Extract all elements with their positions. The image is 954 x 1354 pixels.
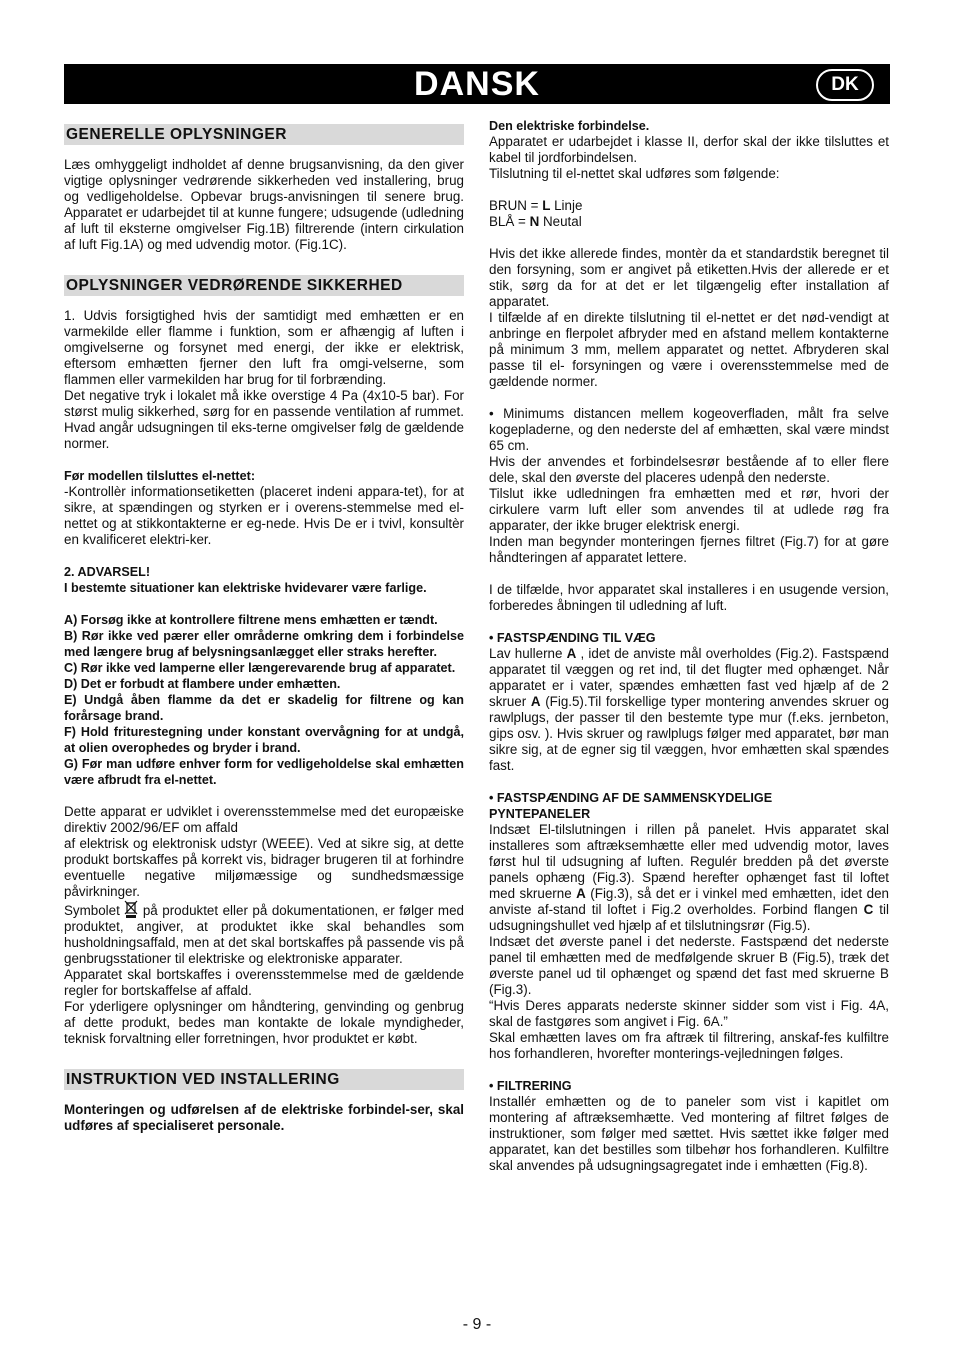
paragraph: Hvis det ikke allerede findes, montèr da et standardstik beregnet til den forsyning, som er angivet på etiketten.Hvis der allerede er et stik, sørg da for at det er let tilgængelig efter installation af apparatet.	[489, 246, 889, 309]
warning-item: B) Rør ikke ved pærer eller områderne omkring dem i forbindelse med længere brug af belysningsanlægget eller straks herefter.	[64, 629, 464, 659]
section-heading-installation: INSTRUKTION VED INSTALLERING	[64, 1069, 464, 1090]
warning-item: D) Det er forbudt at flambere under emhætten.	[64, 677, 341, 691]
section-heading-safety: OPLYSNINGER VEDRØRENDE SIKKERHED	[64, 275, 464, 296]
paragraph: Tilslut ikke udledningen fra emhætten med et rør, hvori der cirkulere varm luft eller som anvendes til at udlede røg fra apparater, der ikke bruger elektrisk energi.	[489, 486, 889, 533]
paragraph: Det negative tryk i lokalet må ikke overstige 4 Pa (4x10-5 bar). For størst mulig sikkerhed, sørg for en passende ventilation af rummet. Hvad angår udsugningen til eks-terne omgivelser følg de gældende normer.	[64, 388, 464, 451]
warning-item: E) Undgå åben flamme da det er skadelig for filtrene og kan forårsage brand.	[64, 693, 464, 723]
warning-text: I bestemte situationer kan elektriske hvidevarer være farlige.	[64, 581, 427, 595]
paragraph: 1. Udvis forsigtighed hvis der samtidigt med emhætten er en varmekilde eller flamme i funktion, som er afhængig af luften i omgivelserne og forsynet med energi, der ikke er elektrisk, eftersom emhætten fjerner den luft fra omgi-velserne, som flammen eller varmekilden har brug for til forbrænding.	[64, 308, 464, 387]
warning-item: F) Hold friturestegning under konstant overvågning for at undgå, at olien overophedes og bryder i brand.	[64, 725, 464, 755]
paragraph: For yderligere oplysninger om håndtering, genvinding og genbrug af dette produkt, bedes man kontakte de lokale myndigheder, teknisk forvaltning eller forretningen, hvor produktet er købt.	[64, 999, 464, 1046]
right-column	[489, 118, 889, 1174]
paragraph: Tilslutning til el-nettet skal udføres som følgende:	[489, 166, 780, 181]
subheading: Den elektriske forbindelse.	[489, 119, 650, 133]
paragraph: -Kontrollèr informationsetiketten (placeret indeni appara-tet), for at sikre, at spændingen og styrken er i overens-stemmelse med el-nettet og at stikkontakterne er eg-nede. Hvis De er i tvivl, konsultèr en kvalificeret elektri-ker.	[64, 484, 464, 547]
paragraph: Installér emhætten og de to paneler som vist i kapitlet om montering af aftræksemhætte. Ved montering af filtret følges de instruktioner, som følger med sættet. Hvis sættet ikke følger med apparatet, kan det bestilles som tilbehør hos forhandleren. Kulfiltre skal anvendes på udsugningsagregatet inde i emhætten (Fig.8).	[489, 1094, 889, 1173]
paragraph: Symbolet på produktet eller på dokumentationen, er følger med produktet, angiver, at produktet ikke skal behandles som husholdningsaffald, men at det skal bortskaffes på passende vis på genbrugsstationer til elektriske og elektroniske apparater.	[64, 900, 464, 967]
banner-title: DANSK	[414, 65, 540, 103]
paragraph: af elektrisk og elektronisk udstyr (WEEE). Ved at sikre sig, at dette produkt bortskaffes på korrekt vis, bidrager brugeren til at forhindre eventuelle negative miljømæssige og sundhedsmæssige påvirkninger.	[64, 836, 464, 899]
paragraph: “Hvis Deres apparats nederste skinner sidder som vist i Fig. 4A, skal de fastgøres som angivet i Fig. 6A.”	[489, 998, 889, 1029]
warning-item: G) Før man udføre enhver form for vedligeholdelse skal emhætten være afbrudt fra el-nettet.	[64, 757, 464, 787]
paragraph: Indsæt El-tilslutningen i rillen på panelet. Hvis apparatet skal installeres som aftræksemhætte eller med udvendig motor, laves først hul til udsugning af luften. Regulér bredden på det øverste panels ophæng (Fig.3). Spænd herefter ophænget fast til loftet med skruerne A (Fig.3), så det er i vinkel med emhætten, idet den anviste af-stand til loftet i Fig.2 overholdes. Forbind flangen C til udsugningshullet ved hjælp af et tilslutningsrør (Fig.5).	[489, 822, 889, 933]
paragraph: Lav hullerne A , idet de anviste mål overholdes (Fig.2). Fastspænd apparatet til væggen og ret ind, til det flugter med ophænget. Når apparatet er i vater, spændes emhætten fast ved hjælp af de 2 skruer A (Fig.5).Til forskellige typer montering anvendes skruer og rawlplugs, der passer til den bestemte type mur (f.eks. jernbeton, gips osv. ). Hvis skruer og rawlplugs følger med apparatet, bør man sikre sig, at de egner sig til væggen, hvor emhætten skal spændes fast.	[489, 646, 889, 773]
crossed-bin-icon	[124, 900, 138, 918]
paragraph: Indsæt det øverste panel i det nederste. Fastspænd det nederste panel til emhætten med de medfølgende skruer B (Fig.5), træk det øverste panel ud til ophænget og spænd det fast med skruerne B (Fig.3).	[489, 934, 889, 997]
warning-item: A) Forsøg ikke at kontrollere filtrene mens emhætten er tændt.	[64, 613, 438, 627]
paragraph: Apparatet skal bortskaffes i overensstemmelse med de gældende regler for bortskaffelse af affald.	[64, 967, 464, 998]
paragraph: Inden man begynder monteringen fjernes filtret (Fig.7) for at gøre håndteringen af apparatet lettere.	[489, 534, 889, 565]
paragraph: I tilfælde af en direkte tilslutning til el-nettet er det nød-vendigt at anbringe en flerpolet afbryder med en afstand mellem kontakterne på minimum 3 mm, mellem apparatet og nettet. Afbryderen skal passe til el- forsyningen og være i overensstemmelse med de gældende normer.	[489, 310, 889, 389]
paragraph: Hvis der anvendes et forbindelsesrør bestående af to eller flere dele, skal den øverste del placeres udenpå den nederste.	[489, 454, 889, 485]
subheading: PYNTEPANELER	[489, 807, 591, 821]
language-badge: DK	[816, 69, 874, 101]
paragraph: I de tilfælde, hvor apparatet skal installeres i en usugende version, forberedes åbningen til udledning af luft.	[489, 582, 889, 613]
paragraph: Læs omhyggeligt indholdet af denne brugsanvisning, da den giver vigtige oplysninger vedrørende sikkerheden ved installering, brug og vedligeholdelse. Opbevar brugs-anvisningen til senere brug. Apparatet er udarbejdet til at kunne fungere; udsugende (udledning af luft til eksterne omgivelser Fig.1B) filtrerende (intern cirkulation af luft Fig.1A) og med udvendig motor. (Fig.1C).	[64, 157, 464, 252]
warning-title: 2. ADVARSEL!	[64, 565, 151, 579]
subheading: • FILTRERING	[489, 1079, 572, 1093]
paragraph: Monteringen og udførelsen af de elektriske forbindel-ser, skal udføres af specialiseret personale.	[64, 1102, 464, 1133]
paragraph: • Minimums distancen mellem kogeoverfladen, målt fra selve kogepladerne, og den nederste del af emhætten, skal være mindst 65 cm.	[489, 406, 889, 453]
paragraph: Apparatet er udarbejdet i klasse II, derfor skal der ikke tilsluttes et kabel til jordforbindelsen.	[489, 134, 889, 165]
warning-item: C) Rør ikke ved lamperne eller længerevarende brug af apparatet.	[64, 661, 456, 675]
left-column	[64, 118, 464, 1134]
wire-brown: BRUN = L Linje	[489, 198, 583, 213]
subheading: • FASTSPÆNDING AF DE SAMMENSKYDELIGE	[489, 791, 773, 805]
subheading: • FASTSPÆNDING TIL VÆG	[489, 631, 656, 645]
page-number: - 9 -	[462, 1316, 492, 1333]
subheading: Før modellen tilsluttes el-nettet:	[64, 469, 256, 483]
wire-blue: BLÅ = N Neutal	[489, 214, 582, 229]
section-heading-general: GENERELLE OPLYSNINGER	[64, 124, 464, 145]
paragraph: Skal emhætten laves om fra aftræk til filtrering, anskaf-fes kulfiltre hos forhandleren, hvorefter monterings-vejledningen følges.	[489, 1030, 889, 1061]
paragraph: Dette apparat er udviklet i overensstemmelse med det europæiske direktiv 2002/96/EF om affald	[64, 804, 464, 835]
language-banner	[64, 64, 890, 104]
